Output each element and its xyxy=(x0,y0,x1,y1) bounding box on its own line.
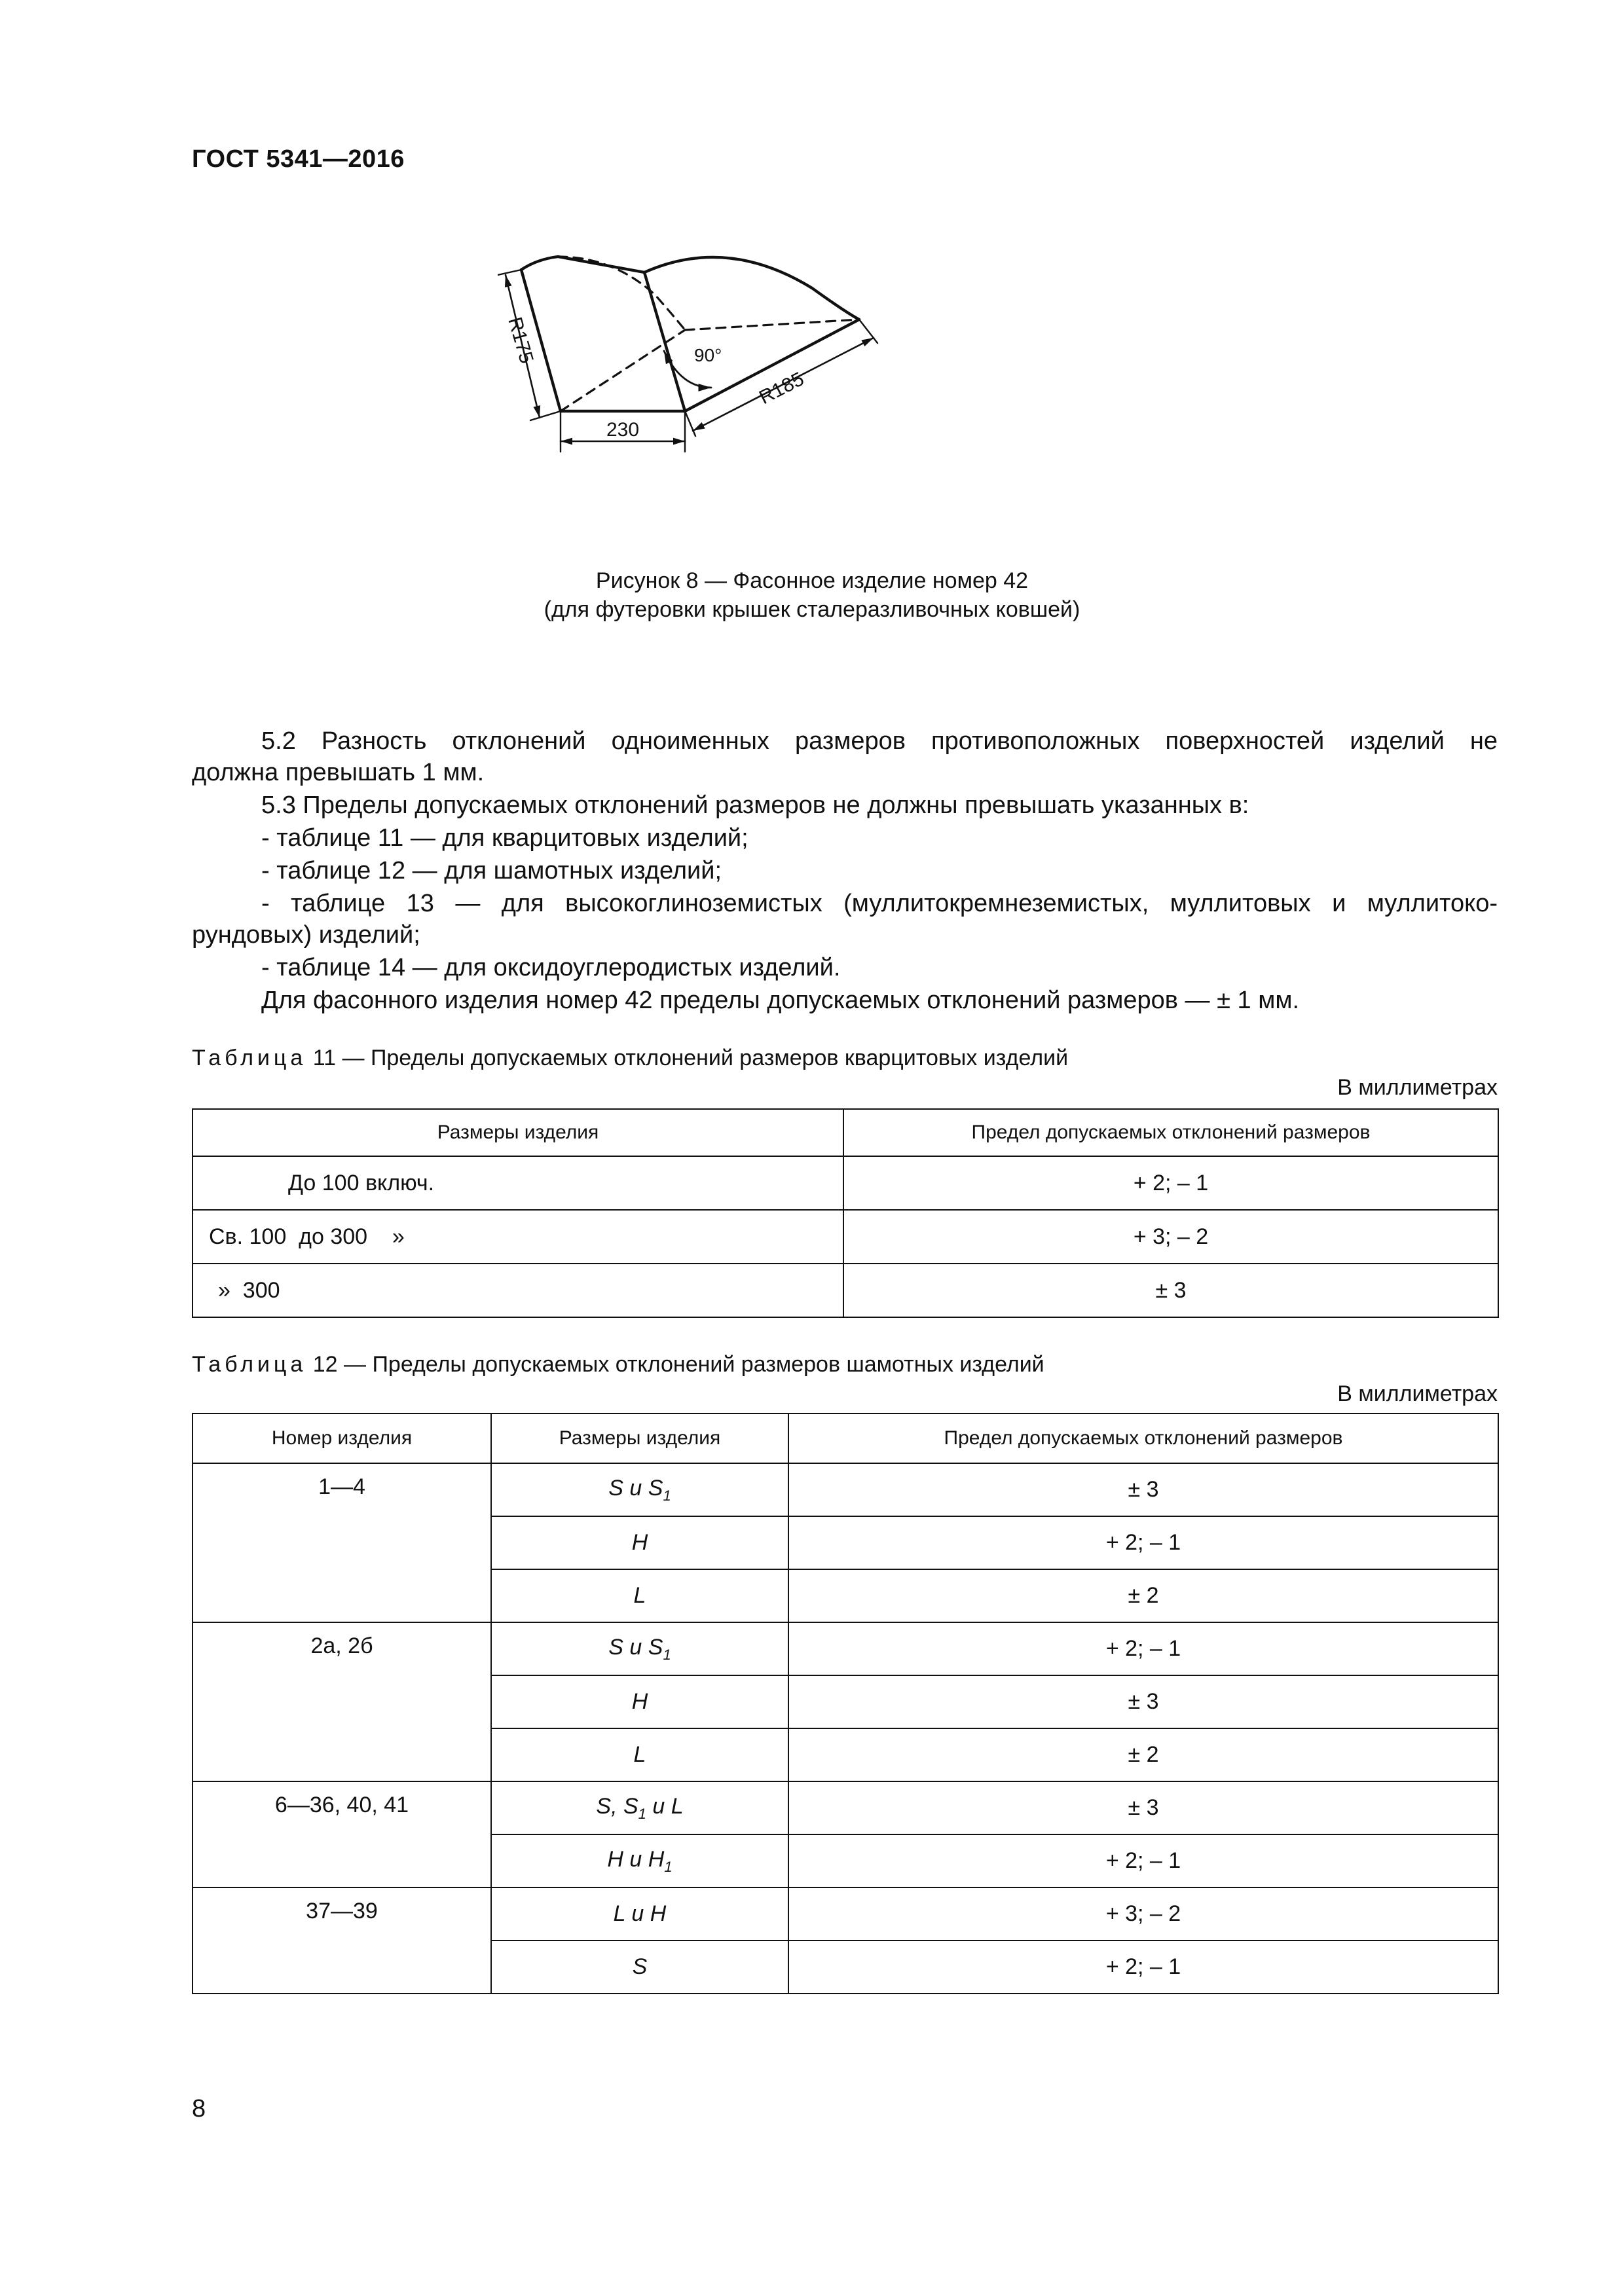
page-number: 8 xyxy=(192,2095,206,2123)
table-12 xyxy=(192,1413,1499,1994)
hidden-horizontal xyxy=(685,319,859,330)
table-12-header-number: Номер изделия xyxy=(193,1413,491,1463)
figure-caption-title: Рисунок 8 — Фасонное изделие номер 42 xyxy=(595,568,1029,593)
table-11-size-cell: » 300 xyxy=(193,1264,843,1317)
r175-ext-bottom xyxy=(530,411,561,420)
table-11-title xyxy=(192,1046,1068,1071)
table-12-header-tolerance: Предел допускаемых отклонений размеров xyxy=(788,1413,1498,1463)
table-row xyxy=(193,1156,1498,1210)
table-12-tolerance-cell: + 2; – 1 xyxy=(788,1516,1498,1569)
table-12-size-cell: S и $S_1$ xyxy=(491,1463,788,1516)
table-12-units: В миллиметрах xyxy=(1337,1381,1498,1406)
table-12-tolerance-cell: + 2; – 1 xyxy=(788,1941,1498,1994)
front-right-edge xyxy=(644,272,685,411)
table-12-tolerance-cell: + 3; – 2 xyxy=(788,1887,1498,1941)
list-item-table-13-line2: рундовых) изделий; xyxy=(192,921,420,949)
table-12-title-word: Таблица xyxy=(192,1352,307,1377)
hidden-diagonal xyxy=(561,330,685,411)
table-11-size-cell: До 100 включ. xyxy=(193,1156,843,1210)
table-12-size-cell: S xyxy=(491,1941,788,1994)
table-11-size-cell: Св. 100 до 300 » xyxy=(193,1210,843,1264)
list-item-table-13-line1: - таблице 13 — для высокоглиноземистых (муллитокремнеземистых, муллитовых и муллитоко- xyxy=(261,890,1498,917)
table-row xyxy=(193,1622,1498,1675)
table-11-title-word: Таблица xyxy=(192,1046,307,1070)
table-12-size-cell: H xyxy=(491,1675,788,1728)
table-12-tolerance-cell: + 2; – 1 xyxy=(788,1622,1498,1675)
table-row xyxy=(193,1781,1498,1834)
figure-caption-subtitle: (для футеровки крышек сталеразливочных ковшей) xyxy=(544,597,1080,622)
table-12-tolerance-cell: ± 2 xyxy=(788,1569,1498,1622)
paragraph-5-3: 5.3 Пределы допускаемых отклонений размеров не должны превышать указанных в: xyxy=(261,792,1249,819)
table-12-tolerance-cell: ± 3 xyxy=(788,1463,1498,1516)
table-12-tolerance-cell: ± 3 xyxy=(788,1675,1498,1728)
table-11-tolerance-cell: ± 3 xyxy=(843,1264,1498,1317)
table-11-tolerance-cell: + 3; – 2 xyxy=(843,1210,1498,1264)
table-11-units: В миллиметрах xyxy=(1337,1075,1498,1100)
table-row xyxy=(193,1887,1498,1941)
table-12-header-size: Размеры изделия xyxy=(491,1413,788,1463)
table-12-number-cell: 37—39 xyxy=(193,1887,491,1994)
angle-label: 90° xyxy=(694,345,722,365)
r185-ext-top xyxy=(859,319,877,343)
table-12-tolerance-cell: + 2; – 1 xyxy=(788,1834,1498,1887)
table-11-tolerance-cell: + 2; – 1 xyxy=(843,1156,1498,1210)
figure-8-drawing xyxy=(498,210,1192,550)
table-12-size-cell: S, $S_1$ и L xyxy=(491,1781,788,1834)
r175-label: R175 xyxy=(504,314,538,366)
table-12-title-text: 12 — Пределы допускаемых отклонений размеров шамотных изделий xyxy=(306,1352,1044,1377)
table-row xyxy=(193,1264,1498,1317)
paragraph-5-2-line1: 5.2 Разность отклонений одноименных размеров противоположных поверхностей изделий не xyxy=(261,727,1498,755)
table-11-header-size: Размеры изделия xyxy=(193,1109,843,1156)
table-12-number-cell: 2а, 2б xyxy=(193,1622,491,1781)
large-arc xyxy=(644,257,859,319)
table-12-number-cell: 1—4 xyxy=(193,1463,491,1622)
list-item-table-12: - таблице 12 — для шамотных изделий; xyxy=(261,857,722,884)
table-11-title-text: 11 — Пределы допускаемых отклонений размеров кварцитовых изделий xyxy=(306,1046,1069,1070)
list-item-table-14: - таблице 14 — для оксидоуглеродистых изделий. xyxy=(261,954,841,981)
d230-label: 230 xyxy=(606,419,640,441)
table-12-title xyxy=(192,1352,1044,1377)
table-12-number-cell: 6—36, 40, 41 xyxy=(193,1781,491,1887)
table-row xyxy=(193,1210,1498,1264)
paragraph-5-2-line2: должна превышать 1 мм. xyxy=(192,759,485,786)
table-11-header-row xyxy=(193,1109,1498,1156)
table-11-header-tolerance: Предел допускаемых отклонений размеров xyxy=(843,1109,1498,1156)
table-12-size-cell: L и H xyxy=(491,1887,788,1941)
table-12-tolerance-cell: ± 2 xyxy=(788,1728,1498,1781)
table-12-size-cell: H xyxy=(491,1516,788,1569)
table-12-size-cell: L xyxy=(491,1728,788,1781)
table-12-size-cell: H и $H_1$ xyxy=(491,1834,788,1887)
r185-label: R185 xyxy=(756,368,808,409)
table-12-size-cell: L xyxy=(491,1569,788,1622)
table-11 xyxy=(192,1108,1499,1318)
paragraph-item-42: Для фасонного изделия номер 42 пределы допускаемых отклонений размеров — ± 1 мм. xyxy=(261,987,1299,1014)
document-header: ГОСТ 5341—2016 xyxy=(192,145,405,173)
list-item-table-11: - таблице 11 — для кварцитовых изделий; xyxy=(261,824,748,852)
table-12-header-row xyxy=(193,1413,1498,1463)
table-row xyxy=(193,1463,1498,1516)
table-12-tolerance-cell: ± 3 xyxy=(788,1781,1498,1834)
table-12-size-cell: S и $S_1$ xyxy=(491,1622,788,1675)
r185-ext-bottom xyxy=(685,411,695,436)
r175-ext-top xyxy=(498,270,521,275)
